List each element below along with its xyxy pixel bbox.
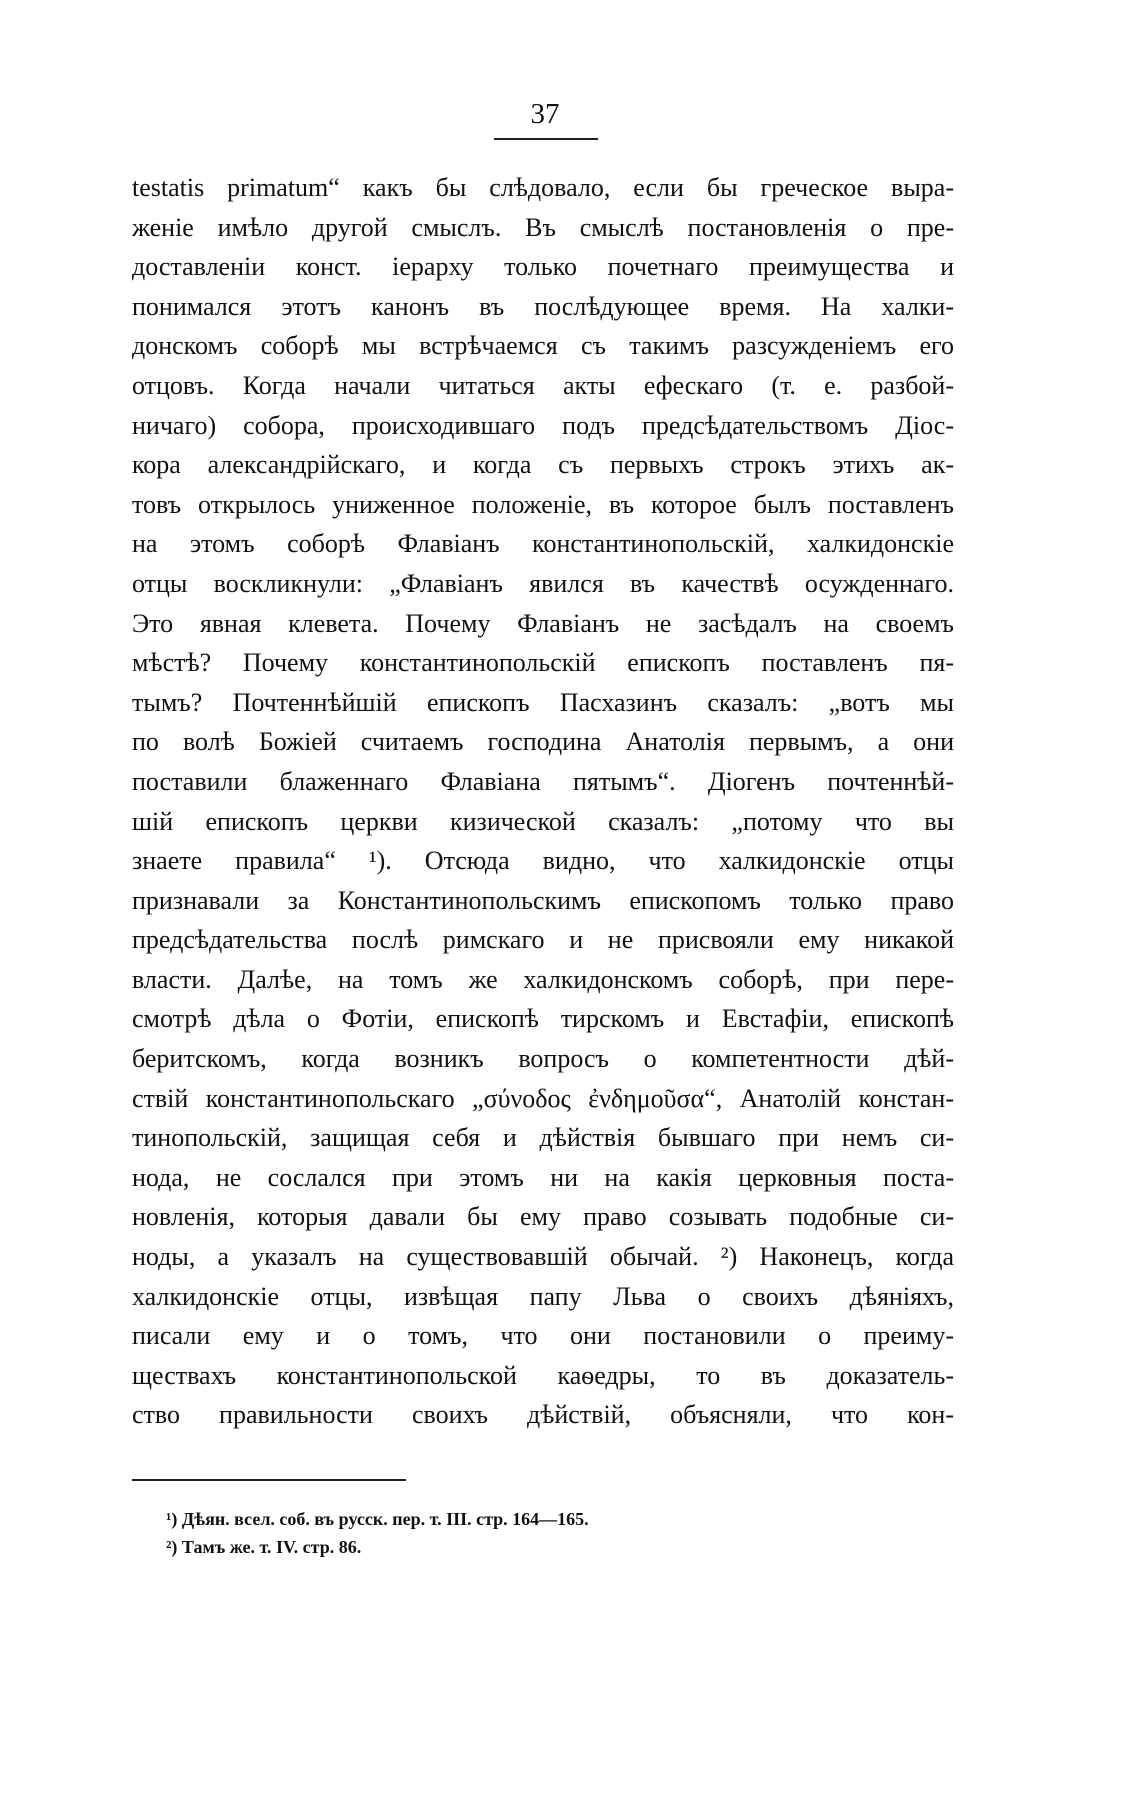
body-line: кора александрійскаго, и когда съ первыхъ строкъ этихъ ак- — [132, 450, 954, 480]
body-line: власти. Далѣе, на томъ же халкидонскомъ соборѣ, при пере- — [132, 964, 954, 994]
body-line: понимался этотъ канонъ въ послѣдующее время. На халки- — [132, 291, 954, 321]
body-line: ноды, а указалъ на существовавшій обычай. ²) Наконецъ, когда — [132, 1242, 954, 1272]
body-line: писали ему и о томъ, что они постановили о преиму- — [132, 1321, 954, 1351]
body-line: предсѣдательства послѣ римскаго и не присвояли ему никакой — [132, 925, 954, 955]
body-line: testatis primatum“ какъ бы слѣдовало, если бы греческое выра- — [132, 173, 954, 202]
body-line: по волѣ Божіей считаемъ господина Анатолія первымъ, а они — [132, 727, 954, 757]
body-line: ство правильности своихъ дѣйствій, объясняли, что кон- — [132, 1400, 954, 1430]
footnote: ²) Тамъ же. т. IV. стр. 86. — [166, 1537, 362, 1557]
body-line: признавали за Константинопольскимъ епископомъ только право — [132, 885, 954, 915]
body-line: тинопольскій, защищая себя и дѣйствія бывшаго при немъ си- — [132, 1123, 954, 1153]
body-line: беритскомъ, когда возникъ вопросъ о компетентности дѣй- — [132, 1044, 954, 1074]
footnote: ¹) Дѣян. всел. соб. въ русск. пер. т. III. стр. 164—165. — [166, 1509, 589, 1529]
page-number-rule — [494, 138, 598, 140]
body-line: шій епископъ церкви кизической сказалъ: „потому что вы — [132, 806, 954, 836]
body-line: ничаго) собора, происходившаго подъ предсѣдательствомъ Діос- — [132, 410, 954, 440]
body-line: смотрѣ дѣла о Фотіи, епископѣ тирскомъ и Евстафіи, епископѣ — [132, 1004, 954, 1034]
body-line: товъ открылось униженное положеніе, въ которое былъ поставленъ — [132, 489, 954, 519]
body-line: ществахъ константинопольской каѳедры, то въ доказатель- — [132, 1360, 954, 1390]
body-line: на этомъ соборѣ Флавіанъ константинопольскій, халкидонскіе — [132, 529, 954, 559]
footnotes — [166, 1505, 866, 1561]
body-line: мѣстѣ? Почему константинопольскій епископъ поставленъ пя- — [132, 648, 954, 678]
footnote-rule — [132, 1479, 406, 1481]
body-line: тымъ? Почтеннѣйшій епископъ Пасхазинъ сказалъ: „вотъ мы — [132, 687, 954, 717]
body-line: доставленіи конст. іерарху только почетнаго преимущества и — [132, 252, 954, 282]
body-line: донскомъ соборѣ мы встрѣчаемся съ такимъ разсужденіемъ его — [132, 331, 954, 361]
body-line: Это явная клевета. Почему Флавіанъ не засѣдалъ на своемъ — [132, 608, 954, 638]
body-line: ствій константинопольскаго „σύνοδος ἐνδημοῦσα“, Анатолій констан- — [132, 1083, 954, 1113]
body-line: отцы воскликнули: „Флавіанъ явился въ качествѣ осужденнаго. — [132, 568, 954, 598]
page-number: 37 — [530, 98, 560, 130]
body-line: отцовъ. Когда начали читаться акты ефескаго (т. е. разбой- — [132, 370, 954, 400]
body-line: поставили блаженнаго Флавіана пятымъ“. Діогенъ почтеннѣй- — [132, 766, 954, 796]
body-line: новленія, которыя давали бы ему право созывать подобные си- — [132, 1202, 954, 1232]
body-line: халкидонскіе отцы, извѣщая папу Льва о своихъ дѣяніяхъ, — [132, 1281, 954, 1311]
body-line: женіе имѣло другой смыслъ. Въ смыслѣ постановленія о пре- — [132, 212, 954, 242]
body-line: знаете правила“ ¹). Отсюда видно, что халкидонскіе отцы — [132, 846, 954, 876]
body-line: нода, не сослался при этомъ ни на какія церковныя поста- — [132, 1162, 954, 1192]
body-text — [132, 168, 954, 1435]
